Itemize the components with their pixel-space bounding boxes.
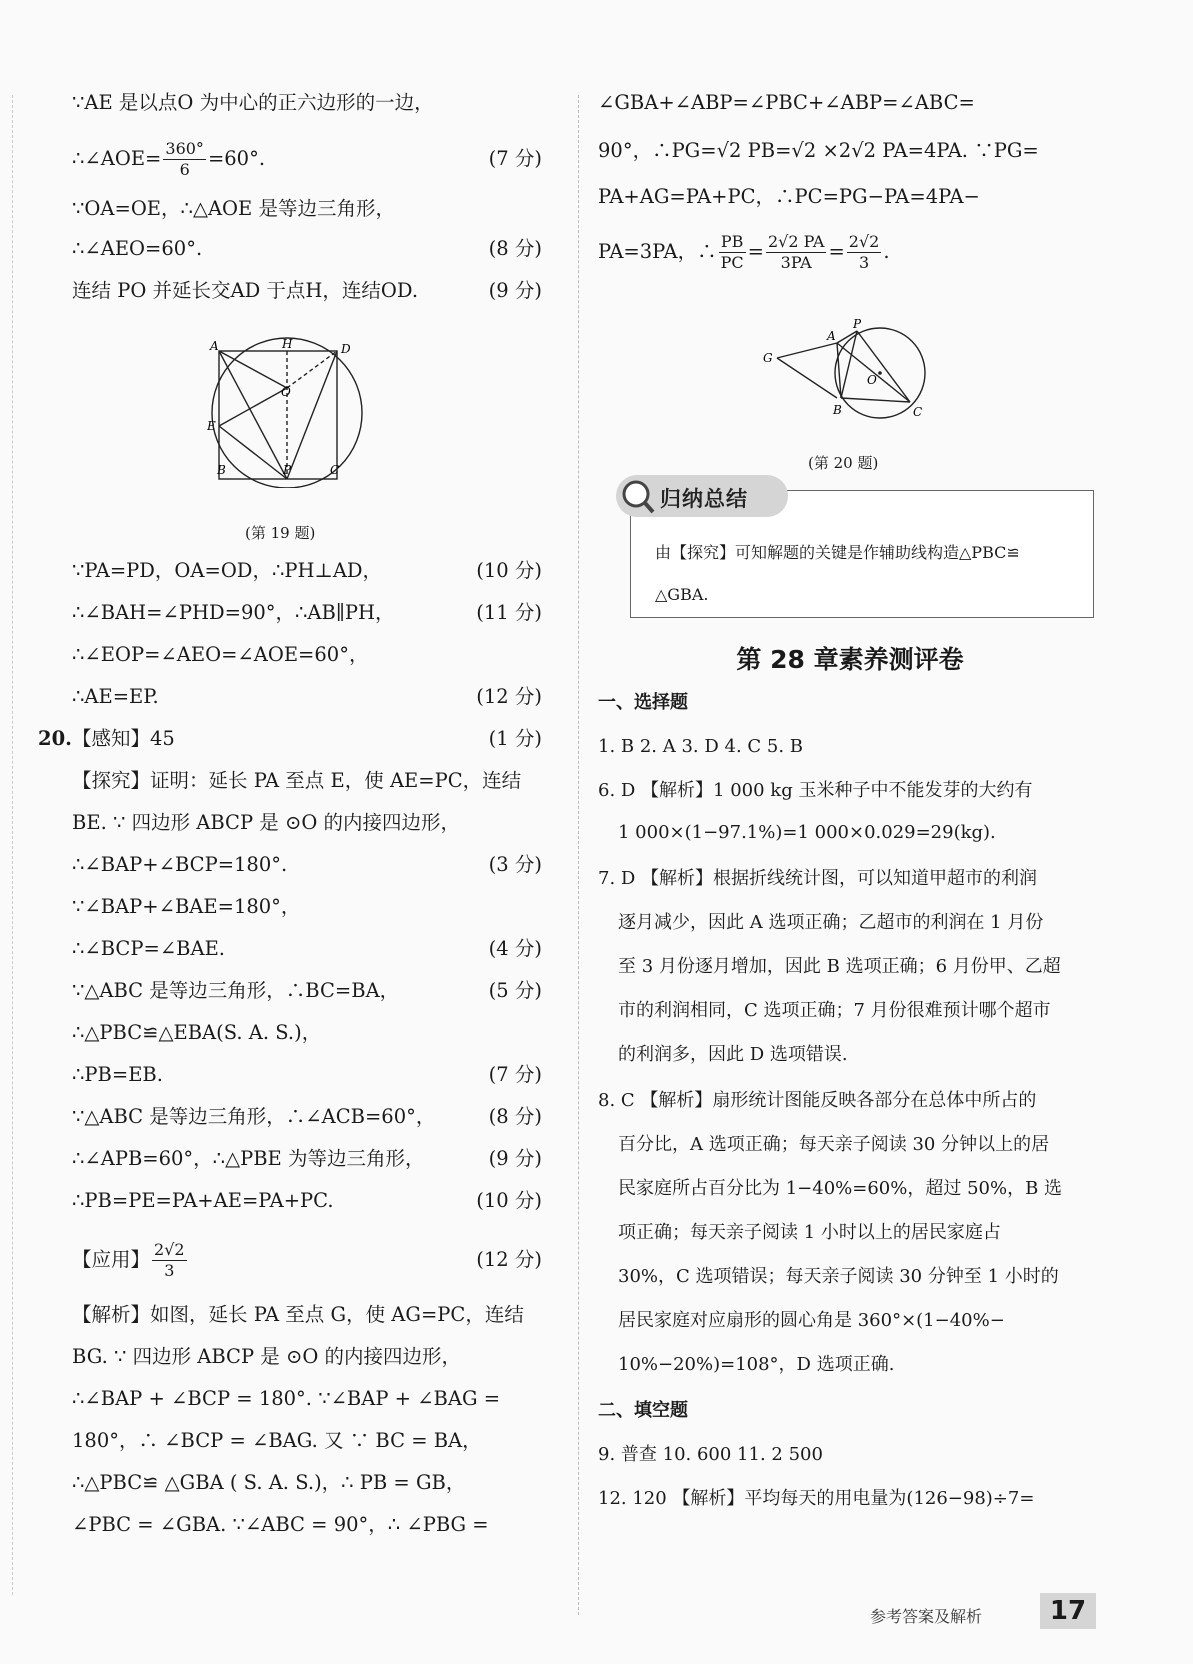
answer-line: 的利润多，因此 D 选项错误. bbox=[618, 1044, 848, 1065]
fraction bbox=[766, 232, 827, 273]
point-label-C: C bbox=[330, 463, 340, 477]
text-line: ∠PBC = ∠GBA. ∵∠ABC = 90°，∴ ∠PBG = bbox=[72, 1513, 489, 1536]
point-label-A: A bbox=[210, 339, 219, 353]
score: (7 分) bbox=[488, 147, 542, 170]
question-number: 20. bbox=[38, 727, 72, 750]
figure-19 bbox=[190, 318, 390, 488]
answer-line: 至 3 月份逐月增加，因此 B 选项正确；6 月份甲、乙超 bbox=[618, 956, 1061, 977]
point-label-B: B bbox=[217, 463, 226, 477]
summary-title-badge bbox=[616, 475, 788, 517]
text-segment: = bbox=[747, 240, 764, 263]
text-line bbox=[72, 1060, 542, 1090]
question-20-header bbox=[38, 724, 542, 754]
fraction-denominator: 3 bbox=[164, 1261, 175, 1280]
magnifier-icon bbox=[620, 477, 656, 515]
text-line bbox=[72, 976, 542, 1006]
text-line: ∴△PBC≌ △GBA ( S. A. S.)，∴ PB = GB， bbox=[72, 1471, 466, 1494]
text-segment: ∴∠AEO=60°. bbox=[72, 237, 203, 260]
text-line: ∴∠EOP=∠AEO=∠AOE=60°， bbox=[72, 643, 369, 666]
text-line bbox=[72, 934, 542, 964]
score: (4 分) bbox=[488, 937, 542, 960]
summary-line: 由【探究】可知解题的关键是作辅助线构造△PBC≌ bbox=[655, 543, 1020, 562]
score: (7 分) bbox=[488, 1063, 542, 1086]
point-label-A: A bbox=[827, 329, 836, 343]
answer-line: 12. 120 【解析】平均每天的用电量为(126−98)÷7= bbox=[598, 1488, 1035, 1509]
text-line: 90°，∴PG=√2 PB=√2 ×2√2 PA=4PA. ∵PG= bbox=[598, 139, 1039, 162]
point-label-P: P bbox=[853, 318, 862, 331]
fraction-numerator: 2√2 bbox=[848, 232, 880, 251]
text-segment: PA=3PA，∴ bbox=[598, 240, 717, 263]
section-heading: 一、选择题 bbox=[598, 692, 688, 713]
text-line: ∵∠BAP+∠BAE=180°， bbox=[72, 895, 301, 918]
column-divider bbox=[578, 95, 579, 1615]
answer-line: 百分比，A 选项正确；每天亲子阅读 30 分钟以上的居 bbox=[618, 1134, 1050, 1155]
text-line bbox=[72, 850, 542, 880]
left-margin-line bbox=[12, 95, 13, 1595]
text-segment: =60°. bbox=[207, 147, 266, 170]
figure-20-caption: (第 20 题) bbox=[808, 454, 879, 472]
answer-line: 1. B 2. A 3. D 4. C 5. B bbox=[598, 736, 804, 757]
text-line bbox=[72, 234, 542, 264]
figure-20 bbox=[755, 318, 955, 438]
score: (9 分) bbox=[488, 1147, 542, 1170]
text-segment: 【应用】 bbox=[72, 1248, 151, 1271]
summary-line: △GBA. bbox=[655, 585, 709, 604]
text-segment: ∴∠APB=60°，∴△PBE 为等边三角形， bbox=[72, 1147, 425, 1170]
fraction bbox=[152, 1240, 187, 1281]
text-line bbox=[72, 598, 542, 628]
fraction bbox=[719, 232, 746, 273]
point-label-O: O bbox=[281, 385, 291, 399]
answer-line: 民家庭所占百分比为 1−40%=60%，超过 50%，B 选 bbox=[618, 1178, 1063, 1199]
answer-line: 7. D 【解析】根据折线统计图，可以知道甲超市的利润 bbox=[598, 868, 1038, 889]
point-label-E: E bbox=[207, 419, 216, 433]
answer-line: 1 000×(1−97.1%)=1 000×0.029=29(kg). bbox=[618, 822, 996, 843]
fraction-numerator: PB bbox=[719, 232, 746, 253]
text-segment: 【感知】45 bbox=[71, 727, 175, 750]
fraction-denominator: 3 bbox=[858, 253, 870, 272]
text-line: ∴∠BAP + ∠BCP = 180°. ∵∠BAP + ∠BAG = bbox=[72, 1387, 501, 1410]
text-segment: ∵PA=PD，OA=OD，∴PH⊥AD， bbox=[72, 559, 383, 582]
score: (9 分) bbox=[488, 279, 542, 302]
answer-line: 9. 普查 10. 600 11. 2 500 bbox=[598, 1444, 823, 1465]
page-number: 17 bbox=[1040, 1593, 1096, 1629]
text-segment: ∴∠BAP+∠BCP=180°. bbox=[72, 853, 288, 876]
score: (8 分) bbox=[488, 237, 542, 260]
score: (5 分) bbox=[488, 979, 542, 1002]
text-segment: ∵△ABC 是等边三角形，∴∠ACB=60°， bbox=[72, 1105, 436, 1128]
score: (12 分) bbox=[476, 1248, 542, 1271]
score: (1 分) bbox=[488, 727, 542, 750]
text-line bbox=[72, 276, 542, 306]
text-segment: ∴PB=EB. bbox=[72, 1063, 163, 1086]
text-segment: ∴AE=EP. bbox=[72, 685, 159, 708]
figure-19-caption: (第 19 题) bbox=[245, 524, 316, 542]
answer-line: 市的利润相同，C 选项正确；7 月份很难预计哪个超市 bbox=[618, 1000, 1051, 1021]
text-line: BG. ∵ 四边形 ABCP 是 ⊙O 的内接四边形， bbox=[72, 1345, 462, 1368]
point-label-C: C bbox=[913, 405, 923, 419]
text-line bbox=[72, 1234, 542, 1286]
text-line bbox=[72, 1186, 542, 1216]
text-line bbox=[72, 1144, 542, 1174]
fraction-numerator: 2√2 PA bbox=[767, 232, 825, 251]
text-segment: ∴∠BAH=∠PHD=90°，∴AB∥PH， bbox=[72, 601, 395, 624]
center-point bbox=[878, 371, 882, 375]
point-label-O: O bbox=[867, 373, 877, 387]
text-line: ∠GBA+∠ABP=∠PBC+∠ABP=∠ABC= bbox=[598, 91, 975, 114]
score: (11 分) bbox=[476, 601, 542, 624]
summary-title: 归纳总结 bbox=[660, 487, 748, 511]
text-line bbox=[72, 1102, 542, 1132]
fraction-denominator: 3PA bbox=[780, 253, 812, 272]
text-line bbox=[72, 134, 542, 184]
text-segment: ∵△ABC 是等边三角形，∴BC=BA， bbox=[72, 979, 400, 1002]
answer-line: 30%，C 选项错误；每天亲子阅读 30 分钟至 1 小时的 bbox=[618, 1266, 1059, 1287]
text-line bbox=[72, 682, 542, 712]
text-line: 【解析】如图，延长 PA 至点 G，使 AG=PC，连结 bbox=[72, 1303, 524, 1326]
score: (10 分) bbox=[476, 1189, 542, 1212]
text-segment: ∴PB=PE=PA+AE=PA+PC. bbox=[72, 1189, 334, 1212]
text-segment: = bbox=[828, 240, 845, 263]
fraction-denominator: 6 bbox=[179, 160, 190, 179]
text-segment: ∴∠BCP=∠BAE. bbox=[72, 937, 226, 960]
point-label-B: B bbox=[833, 403, 842, 417]
score: (12 分) bbox=[476, 685, 542, 708]
point-label-P: P bbox=[283, 463, 292, 477]
text-line: 180°，∴ ∠BCP = ∠BAG. 又 ∵ BC = BA， bbox=[72, 1429, 482, 1452]
score: (3 分) bbox=[488, 853, 542, 876]
fraction-numerator: 2√2 bbox=[154, 1240, 185, 1259]
answer-line: 6. D 【解析】1 000 kg 玉米种子中不能发芽的大约有 bbox=[598, 780, 1033, 801]
text-segment: ∴∠AOE= bbox=[72, 147, 162, 170]
text-line: ∵OA=OE，∴△AOE 是等边三角形， bbox=[72, 197, 395, 220]
answer-line: 居民家庭对应扇形的圆心角是 360°×(1−40%− bbox=[618, 1310, 1005, 1331]
point-label-D: D bbox=[341, 342, 351, 356]
point-label-H: H bbox=[282, 337, 293, 351]
fraction-denominator: PC bbox=[720, 253, 744, 272]
answer-line: 逐月减少，因此 A 选项正确；乙超市的利润在 1 月份 bbox=[618, 912, 1044, 933]
text-segment: 连结 PO 并延长交AD 于点H，连结OD. bbox=[72, 279, 419, 302]
fraction bbox=[847, 232, 882, 273]
text-line bbox=[598, 222, 890, 282]
answer-line: 8. C 【解析】扇形统计图能反映各部分在总体中所占的 bbox=[598, 1090, 1037, 1111]
section-heading: 二、填空题 bbox=[598, 1400, 688, 1421]
text-line: ∴△PBC≌△EBA(S. A. S.)， bbox=[72, 1021, 322, 1044]
text-line: 【探究】证明：延长 PA 至点 E，使 AE=PC，连结 bbox=[72, 769, 522, 792]
text-line: ∵AE 是以点O 为中心的正六边形的一边， bbox=[72, 91, 434, 114]
score: (8 分) bbox=[488, 1105, 542, 1128]
text-line: PA+AG=PA+PC，∴PC=PG−PA=4PA− bbox=[598, 185, 980, 208]
footer-label: 参考答案及解析 bbox=[870, 1607, 983, 1626]
text-line: BE. ∵ 四边形 ABCP 是 ⊙O 的内接四边形， bbox=[72, 811, 461, 834]
chapter-title: 第 28 章素养测评卷 bbox=[736, 645, 964, 674]
text-segment: . bbox=[883, 240, 890, 263]
point-label-G: G bbox=[763, 351, 773, 365]
fraction bbox=[163, 139, 206, 180]
answer-line: 10%−20%)=108°，D 选项正确. bbox=[618, 1354, 895, 1375]
fraction-numerator: 360° bbox=[165, 139, 204, 158]
answer-line: 项正确；每天亲子阅读 1 小时以上的居民家庭占 bbox=[618, 1222, 1001, 1243]
score: (10 分) bbox=[476, 559, 542, 582]
text-line bbox=[72, 556, 542, 586]
